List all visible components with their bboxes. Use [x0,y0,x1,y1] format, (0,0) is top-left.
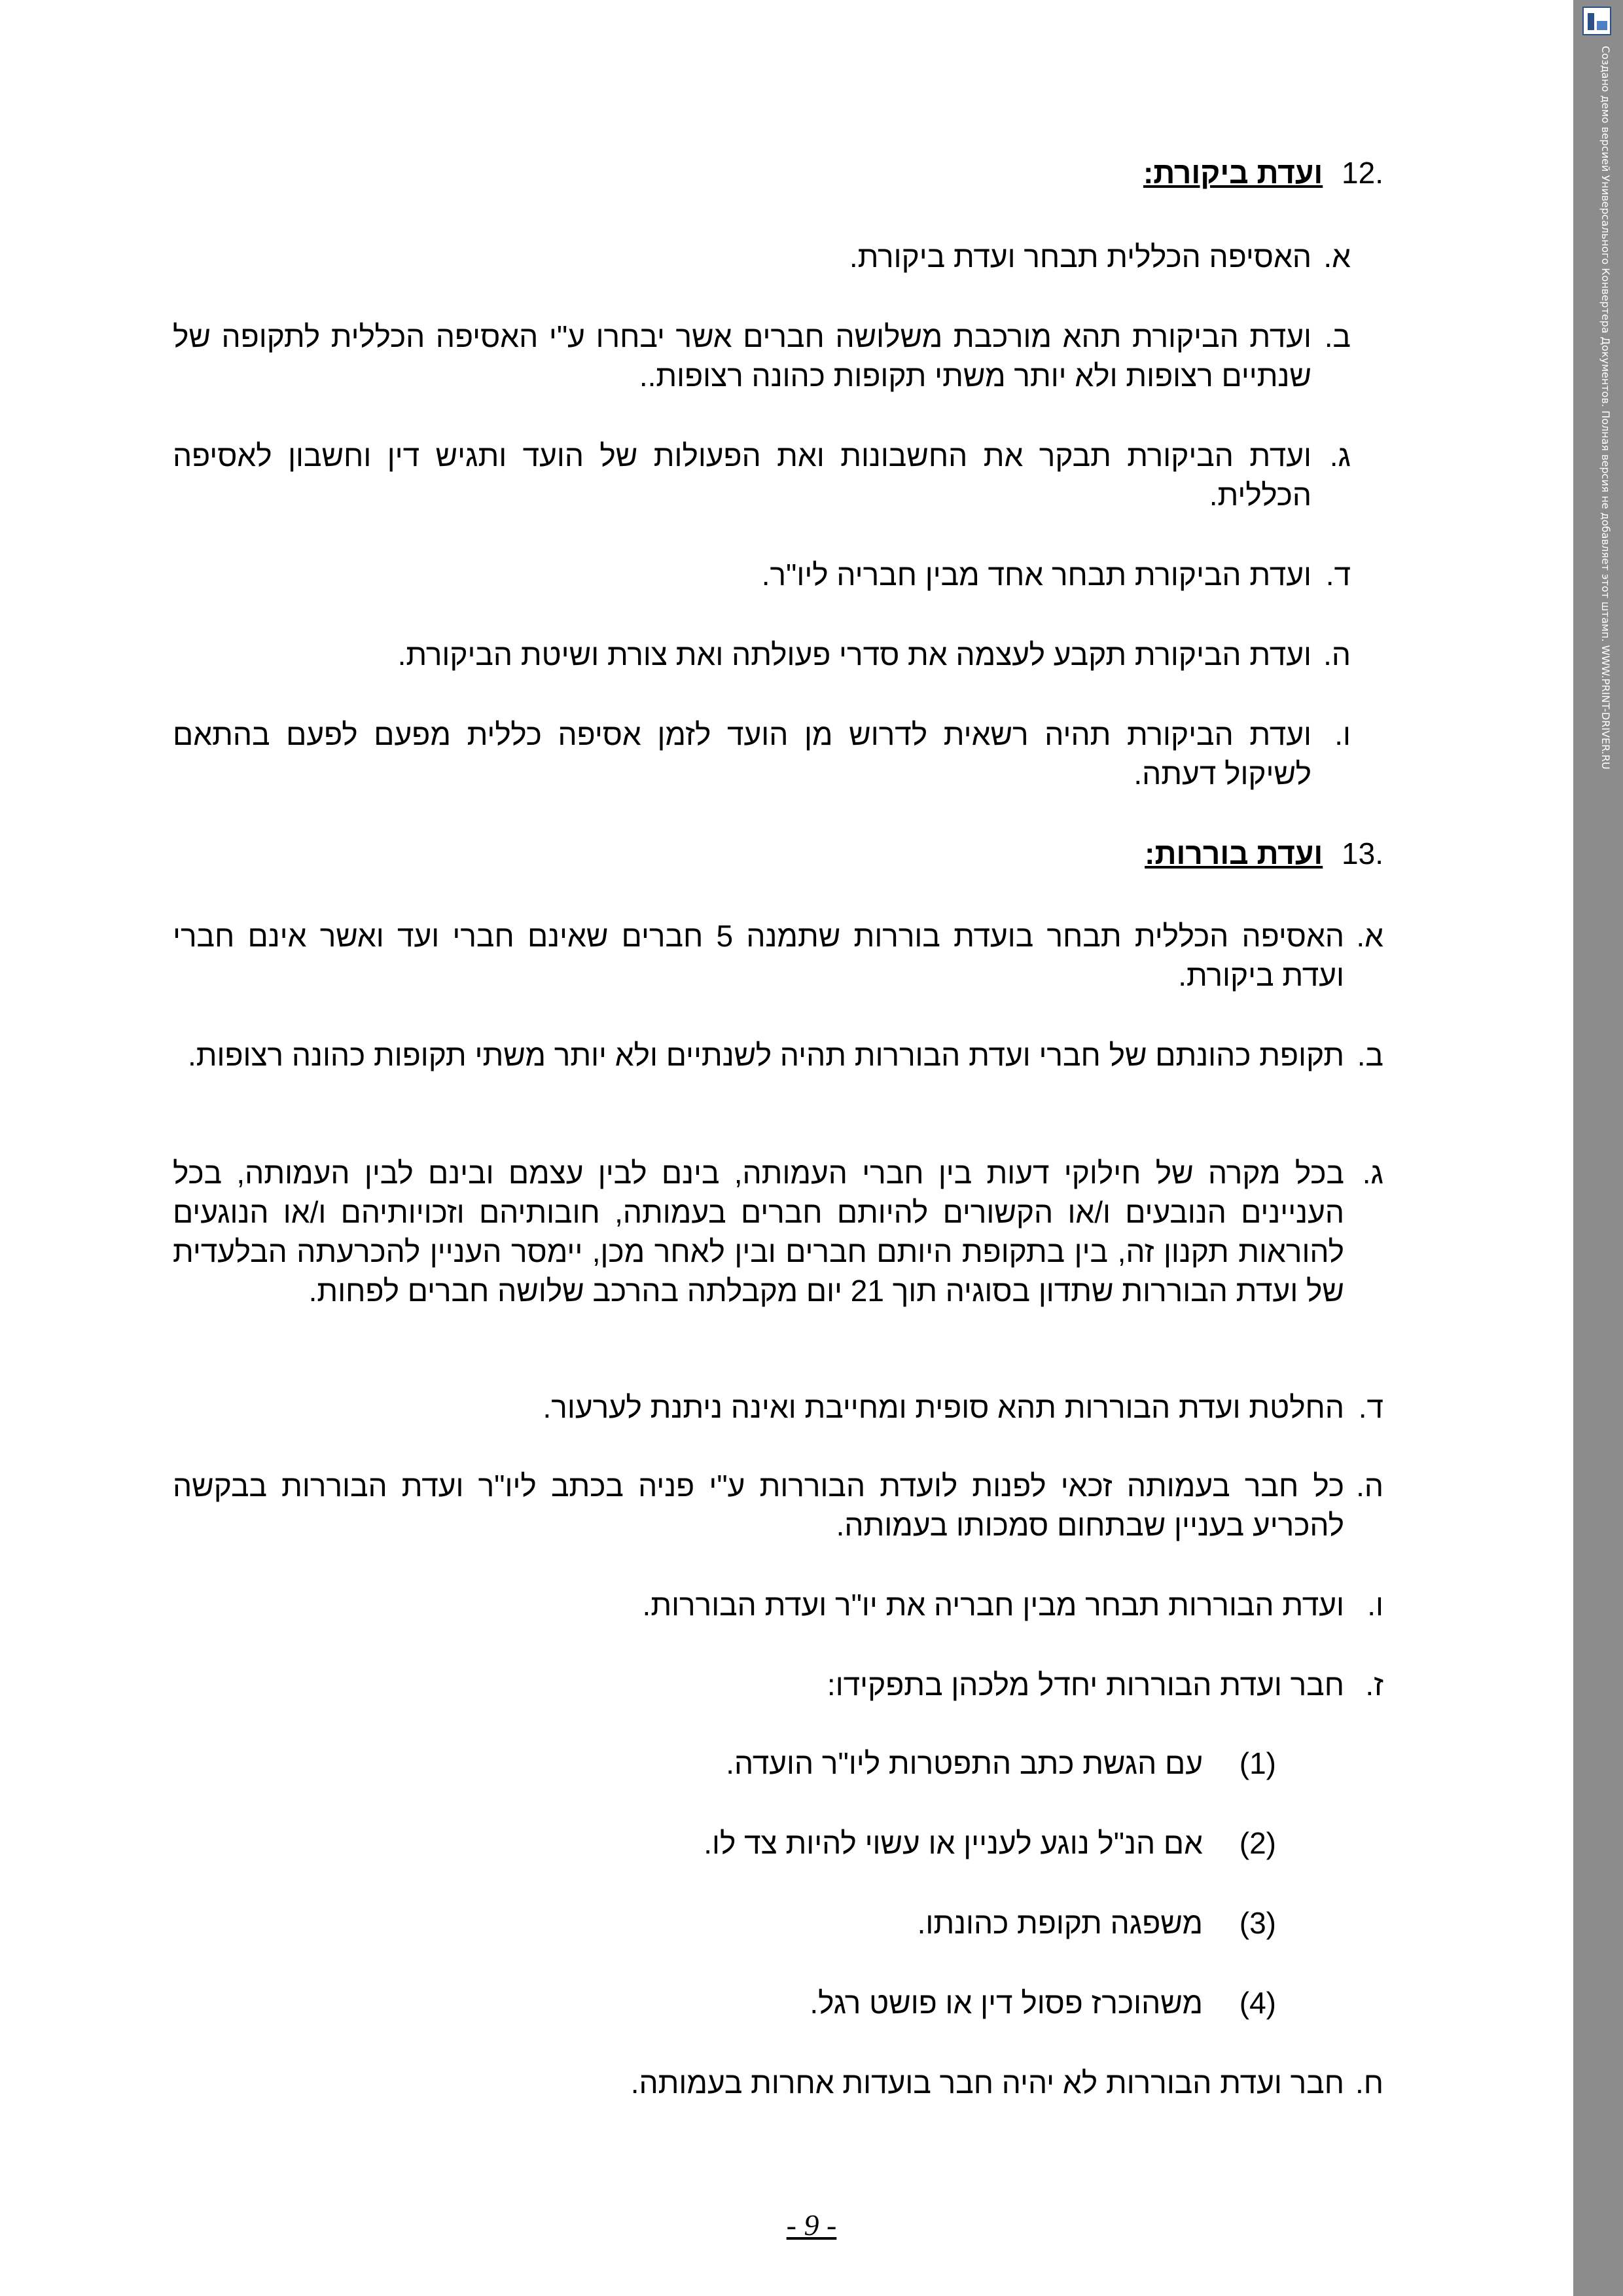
converter-stamp-sidebar [1573,0,1623,2296]
sub-item-marker: (1) [1239,1746,1276,1780]
converter-logo-icon [1582,7,1611,35]
item-text: כל חבר בעמותה זכאי לפנות לועדת הבוררות ע"י פניה בכתב ליו"ר ועדת הבוררות בבקשה להכריע בעניין שבתחום סמכותו בעמותה. [173,1469,1344,1542]
sub-item-text: משפגה תקופת כהונתו. [917,1906,1203,1940]
demo-stamp-text: Создано демо версией Универсального Конвертера Документов. Полная версия не добавляет этот штамп. WWW.PRINT-DRIVER.RU [1599,46,1612,770]
section-title: ועדת ביקורת: [1143,156,1323,190]
item-marker: ג. [1362,1156,1383,1190]
item-text: ועדת הבוררות תבחר מבין חבריה את יו"ר ועדת הבוררות. [642,1588,1344,1622]
section-number: .12 [1342,156,1383,190]
item-text: ועדת הביקורת תבקר את החשבונות ואת הפעולות של הועד ותגיש דין וחשבון לאסיפה הכללית. [173,439,1311,512]
item-text: ועדת הביקורת תהא מורכבת משלושה חברים אשר יבחרו ע"י האסיפה הכללית לתקופה של שנתיים רצופות ולא יותר משתי תקופות כהונה רצופות.. [173,319,1311,393]
section-title: ועדת בוררות: [1145,836,1323,870]
item-marker: ב. [1324,319,1351,353]
section-number: .13 [1342,836,1383,870]
sub-item-marker: (4) [1239,1986,1276,2020]
item-text: ועדת הביקורת תקבע לעצמה את סדרי פעולתה ואת צורת ושיטת הביקורת. [397,637,1311,672]
sub-item-text: משהוכרז פסול דין או פושט רגל. [810,1986,1203,2020]
sub-item-marker: (2) [1239,1826,1276,1860]
item-marker: ז. [1365,1668,1383,1702]
sub-item-marker: (3) [1239,1906,1276,1940]
item-marker: א. [1323,240,1351,274]
item-text: חבר ועדת הבוררות לא יהיה חבר בועדות אחרות בעמותה. [630,2066,1344,2100]
item-text: ועדת הביקורת תבחר אחד מבין חבריה ליו"ר. [761,558,1311,592]
item-marker: ו. [1334,717,1351,751]
item-marker: ה. [1356,1469,1383,1503]
item-text: חבר ועדת הבוררות יחדל מלכהן בתפקידו: [827,1668,1344,1702]
item-text: תקופת כהונתם של חברי ועדת הבוררות תהיה לשנתיים ולא יותר משתי תקופות כהונה רצופות. [187,1038,1344,1072]
item-marker: א. [1356,919,1383,953]
item-text: בכל מקרה של חילוקי דעות בין חברי העמותה, בינם לבין עצמם ובינם לבין העמותה, בכל העניינים הנובעים ו/או הקשורים להיותם חברים בעמותה, חובותיהם וזכויותיהם ו/או הנוגעים להוראות תקנון זה, בין בתקופת היותם חברים ובין לאחר מכן, יימסר העניין להכרעתה הבלעדית של ועדת הבוררות שתדון בסוגיה תוך 21 יום מקבלתה בהרכב שלושה חברים לפחות. [173,1156,1344,1308]
page-number: - 9 - [786,2208,837,2242]
item-text: החלטת ועדת הבוררות תהא סופית ומחייבת ואינה ניתנת לערעור. [543,1390,1344,1424]
item-text: ועדת הביקורת תהיה רשאית לדרוש מן הועד לזמן אסיפה כללית מפעם לפעם בהתאם לשיקול דעתה. [173,717,1311,791]
section-12-heading [1143,154,1383,191]
section-13-heading [1145,835,1383,872]
sub-item-text: עם הגשת כתב התפטרות ליו"ר הועדה. [726,1746,1203,1780]
item-marker: ג. [1329,439,1351,473]
item-marker: ב. [1357,1038,1383,1072]
item-text: האסיפה הכללית תבחר בועדת בוררות שתמנה 5 חברים שאינם חברי ועד ואשר אינם חברי ועדת ביקורת. [173,919,1344,992]
item-marker: ח. [1355,2066,1383,2100]
sub-item-text: אם הנ"ל נוגע לעניין או עשוי להיות צד לו. [704,1826,1203,1860]
item-marker: ד. [1358,1390,1383,1424]
item-text: האסיפה הכללית תבחר ועדת ביקורת. [849,240,1311,274]
item-marker: ד. [1325,558,1351,592]
item-marker: ו. [1367,1588,1383,1622]
item-marker: ה. [1323,637,1351,672]
